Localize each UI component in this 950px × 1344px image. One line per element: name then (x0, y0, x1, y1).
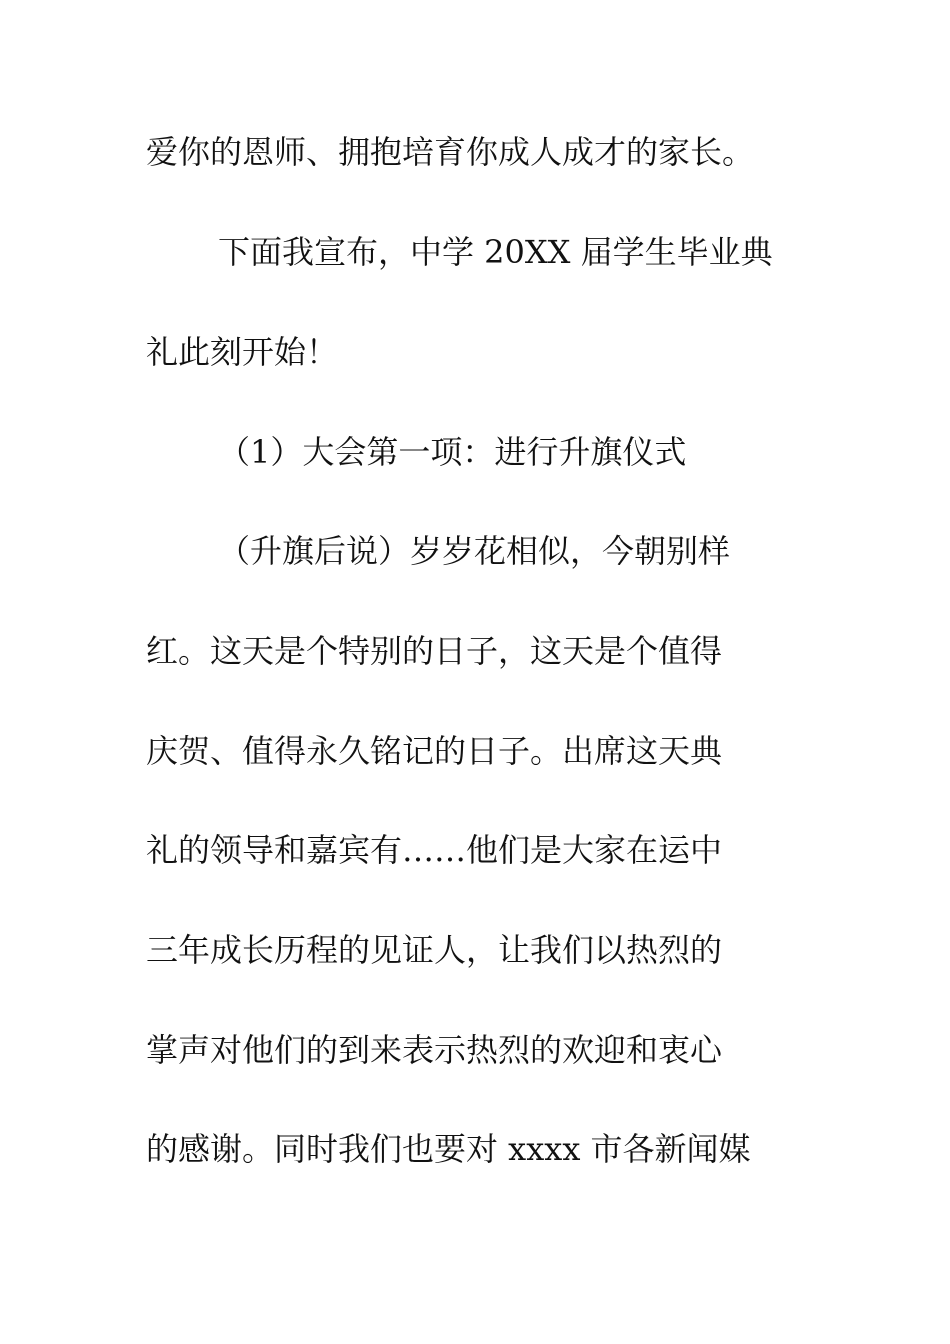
text-line-5: （升旗后说）岁岁花相似，今朝别样 (218, 532, 731, 570)
text-line-11: 的感谢。同时我们也要对 xxxx 市各新闻媒 (146, 1130, 751, 1168)
text-line-10: 掌声对他们的到来表示热烈的欢迎和衷心 (146, 1031, 723, 1069)
text-line-1: 爱你的恩师、拥抱培育你成人成才的家长。 (146, 133, 755, 171)
text-line-7: 庆贺、值得永久铭记的日子。出席这天典 (146, 732, 723, 770)
text-line-2: 下面我宣布，中学 20XX 届学生毕业典 (218, 233, 773, 271)
text-line-4: （1）大会第一项：进行升旗仪式 (218, 433, 687, 471)
text-line-8: 礼的领导和嘉宾有……他们是大家在运中 (146, 831, 723, 869)
text-line-3: 礼此刻开始！ (146, 333, 339, 371)
text-line-9: 三年成长历程的见证人，让我们以热烈的 (146, 931, 723, 969)
text-line-6: 红。这天是个特别的日子，这天是个值得 (146, 632, 723, 670)
